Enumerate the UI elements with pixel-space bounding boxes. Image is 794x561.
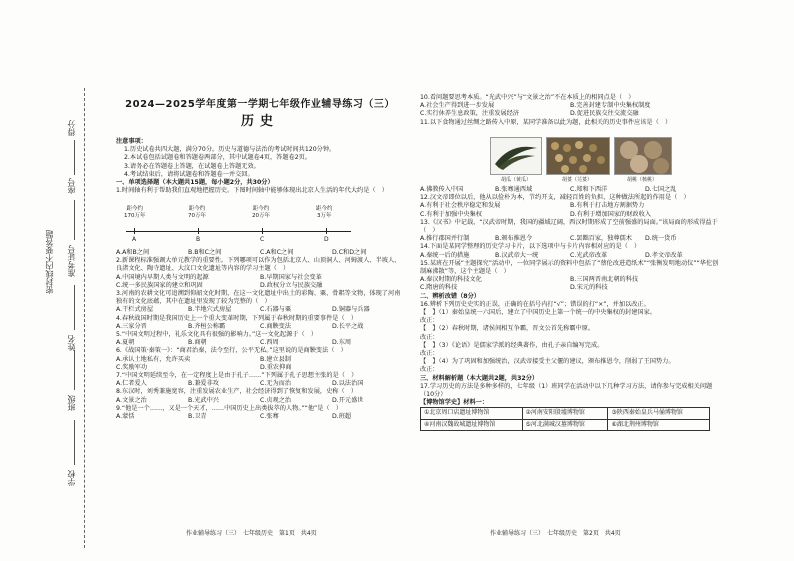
timeline-label: D — [324, 236, 329, 243]
section-heading: 一、单项选择题（本大题共15题，每小题2分，共30分） — [116, 179, 274, 187]
option[interactable]: D.统一货币 — [645, 235, 677, 243]
question-text: 12.汉文帝即位以后，他从以俭朴为本，节约开支，减轻百姓的负担，这种做法所起的作用是（ ） — [420, 194, 690, 202]
seal-dashed-line — [84, 88, 85, 548]
question-text: 15.某班在开展“主题探究”活动中，一位同学展示的资料中包括了“蔡伦改进造纸术”“张衡发明地动仪”“华佗创制麻沸散”等，这个主题是（ ） — [420, 259, 719, 276]
option[interactable]: A.干栏式房屋 — [116, 306, 154, 314]
seal-note: 密封线内不要答题 — [45, 230, 54, 294]
museum-cell: ⑤河北满城汉墓博物馆 — [522, 419, 608, 430]
seat-field-line — [74, 140, 75, 175]
notice-item: 3.请务必在答题卷上答题，在试题卷上答题无效。 — [124, 162, 260, 170]
fix-line[interactable]: 改正： — [420, 350, 439, 358]
option[interactable]: D.重农抑商 — [260, 363, 292, 371]
question-text: 2.新课程标准强调大单元教学的重要性。下列哪项可以作为包括北京人、山顶洞人、河姆渡人、半坡人、良渚文化、陶寺遗址、大汶口文化遗址等内容的学习主题（ ） — [116, 257, 401, 273]
question-text: 16.辨析下列历史史实的正误，正确的在括号内打“√”；错误的打“×”，并加以改正。 — [420, 300, 650, 308]
notice-item: 4.考试结束后，请将试题卷和答题卷一并交回。 — [124, 170, 254, 178]
option[interactable]: D.有利于增加国家的财政收入 — [570, 210, 651, 218]
option[interactable]: C.奖励军功 — [116, 363, 148, 371]
school-field-label: 学校 — [67, 470, 76, 486]
timeline-tick — [198, 228, 199, 234]
timeline-figure — [126, 206, 396, 246]
museum-cell: ③陕西秦始皇兵马俑博物馆 — [608, 408, 710, 419]
option[interactable]: B.颁布推恩令 — [495, 235, 533, 243]
food-images — [490, 137, 690, 183]
option[interactable]: A.承认土地私有，允许买卖 — [116, 355, 191, 363]
cucumber-image — [490, 137, 542, 175]
option[interactable]: A.仁者爱人 — [116, 380, 147, 388]
option-row — [420, 186, 720, 194]
judge-item: 【 】（4）为了巩固和加强统治，汉武帝接受主父偃的建议，颁布推恩令，削弱了王国势力。 — [420, 358, 675, 366]
fix-line[interactable]: 改正： — [420, 366, 439, 374]
option[interactable]: A.有利于社会秩序稳定和发展 — [420, 202, 501, 210]
museum-cell: ④河南汉魏故城遗址博物馆 — [421, 419, 523, 430]
timeline-label: C — [260, 236, 265, 243]
fix-line[interactable]: 改正： — [420, 317, 439, 325]
judge-item: 【 】（3）《论语》是儒家学派的经典著作，由孔子亲自编写完成。 — [420, 341, 604, 349]
score-field-label: 得分 — [67, 120, 76, 136]
question-text: 9.“他是一个……，又是一个天才，……中国历史上出类拔萃的人物。”“他”是（ ） — [116, 404, 342, 412]
notice-block — [116, 138, 404, 195]
subject-title: 历史 — [240, 114, 279, 129]
right-page — [420, 0, 720, 561]
option[interactable]: A.A和B之间 — [116, 249, 150, 256]
timeline-box: 距今约 170万年 — [124, 206, 146, 219]
option[interactable]: D.七国之乱 — [645, 186, 677, 193]
class-field-line — [74, 350, 75, 390]
option-row — [116, 356, 404, 372]
option-row — [116, 397, 404, 405]
exam-title: 2024—2025学年度第一学期七年级作业辅导练习（三） — [125, 99, 395, 110]
option[interactable]: B.卫青 — [188, 413, 207, 421]
option[interactable]: D.东周 — [332, 339, 352, 347]
question-text: 11.以下食物通过丝绸之路传入中原，某同学准备以此为题，此相关的历史事件应该是（ ） — [420, 118, 672, 126]
name-field-line — [74, 285, 75, 330]
name-field-label: 姓名 — [67, 335, 76, 351]
timeline-label: B — [196, 236, 201, 243]
coriander-seed-image — [546, 137, 610, 175]
question-text: 4.春秋战国时期是我国历史上一个重大变革时期，下列属于春秋时期的重要事件是（ ） — [116, 314, 358, 322]
option[interactable]: B.B和C之间 — [188, 249, 222, 256]
timeline-box: 距今约 20万年 — [252, 206, 270, 219]
notice-item: 2.本试卷包括试题卷和答题卷两部分，其中试题卷4页，答题卷2页。 — [124, 154, 312, 162]
question-text: 1.时间轴有利于帮助我们直观地把握历史。下图时间轴中能够体现出北京人生活的年代大约是（ ） — [116, 187, 388, 195]
option[interactable]: B.兼爱非攻 — [188, 380, 219, 388]
option-row — [420, 102, 720, 118]
timeline-axis — [126, 231, 351, 232]
option[interactable]: B.汉武帝大一统 — [495, 251, 539, 259]
timeline-box: 距今约 70万年 — [188, 206, 206, 219]
option-row — [116, 306, 404, 314]
option[interactable]: D.开元盛世 — [332, 396, 364, 404]
option[interactable]: A.中国境内早期人类与文明的起源 — [116, 273, 209, 281]
option[interactable]: C.A和C之间 — [260, 249, 294, 256]
option[interactable]: B.三国两晋南北朝的科技 — [570, 276, 639, 284]
question-text: 17.学习历史的方法是多种多样的，七年级（1）班同学在活动中以下几种学习方法，请你参与完成相关问题（10分） — [420, 382, 713, 399]
option[interactable]: A.蒙恬 — [116, 413, 135, 421]
option[interactable]: C.西周 — [260, 339, 279, 347]
walnut-image — [614, 137, 672, 175]
question-text: 6.《战国策·秦策一》：“商君治秦，法令至行，公平无私。”这里说的是商鞅变法（ ） — [116, 347, 347, 355]
option[interactable]: D.铜器与兵器 — [332, 306, 370, 314]
option[interactable]: B.完善封建专制中央集权制度 — [570, 102, 651, 110]
timeline-tick — [134, 228, 135, 234]
option[interactable]: D.政权分立与民族交融 — [260, 281, 323, 289]
image-caption: 胡瓜（黄瓜） — [500, 177, 531, 183]
material-tag: 【博物馆学史】材料一： — [420, 399, 489, 407]
option[interactable]: C.郑和下西洋 — [570, 186, 608, 193]
option-row — [116, 249, 404, 257]
option-row — [116, 323, 404, 331]
question-text: 3.河南的农耕文化可追溯到仰韶文化时期，在这一文化遗址中出土的彩陶、粟、骨耜等文物，体现了河南独有的文化底蕴，其中在遗址里发现了较为完整的（ ） — [116, 290, 401, 306]
question-text: 10.看问题要思考本质。“光武中兴”与“文景之治”不在本质上的相同点是（ ） — [420, 94, 635, 101]
option[interactable]: B.商朝 — [188, 339, 207, 347]
option[interactable]: C.贞观之治 — [260, 396, 292, 404]
left-page — [116, 0, 404, 561]
timeline-tick — [326, 228, 327, 234]
option[interactable]: D.孝文帝改革 — [645, 251, 683, 259]
option[interactable]: C.无为而治 — [260, 380, 292, 388]
section-heading: 三、材料解析题（本大题共2题，共32分） — [420, 374, 539, 382]
option[interactable]: A.社会生产得到进一步发展 — [420, 102, 495, 110]
page-footer: 作业辅导练习（三） 七年级历史 第2页 共4页 — [490, 530, 621, 537]
option-row — [420, 276, 720, 292]
question-text: 7.“中国文明延续至今，在一定程度上是由于孔子……”下列属于孔子思想主张的是（ ） — [116, 372, 358, 380]
school-field-line — [74, 420, 75, 465]
questions-block — [420, 94, 720, 127]
option[interactable]: D.宋元的科技 — [570, 284, 608, 292]
judge-item: 【 】（2）春秋时期，诸侯间相互争霸，晋文公首先称霸中原。 — [420, 325, 595, 333]
option[interactable]: D.以法治国 — [332, 380, 364, 388]
option[interactable]: D.长平之战 — [332, 322, 364, 330]
notice-heading: 注意事项： — [116, 138, 147, 145]
judge-item: 【 】（1）秦始皇统一六国后，建立了中国历史上第一个统一的中央集权的封建国家。 — [420, 309, 656, 317]
museum-table — [420, 407, 710, 430]
fix-line[interactable]: 改正： — [420, 333, 439, 341]
option[interactable]: D.班超 — [332, 413, 352, 421]
timeline-tick — [262, 228, 263, 234]
option[interactable]: C.商鞅变法 — [260, 322, 292, 330]
option[interactable]: B.半地穴式房屋 — [188, 306, 232, 314]
option[interactable]: C.光武帝改革 — [570, 251, 608, 259]
option-row — [116, 274, 404, 290]
option[interactable]: C.统一多民族国家的建立和巩固 — [116, 281, 203, 289]
option[interactable]: A.秦统一后的措施 — [420, 251, 470, 259]
option[interactable]: B.张骞通西域 — [495, 186, 533, 193]
option-row — [420, 202, 720, 218]
question-text: 13.《汉书》中记载，“汉武帝时期，我国的疆域辽阔，西汉时期形成了空前强盛的局面。”该局面的形成得益于（ ） — [420, 218, 718, 235]
option[interactable]: D.C和D之间 — [332, 249, 367, 256]
museum-cell: ②河南安阳殷墟博物馆 — [522, 408, 608, 419]
option[interactable]: C.有利于加强中央集权 — [420, 210, 482, 218]
image-caption: 胡荽（芫荽） — [561, 177, 592, 183]
option-row — [420, 252, 720, 260]
option[interactable]: A.夏朝 — [116, 339, 135, 347]
option[interactable]: D.促进民族交往交流交融 — [570, 110, 639, 118]
option[interactable]: B.齐桓公称霸 — [188, 322, 226, 330]
exam-number-field-label: 准考证号 — [67, 245, 76, 277]
timeline-label: A — [132, 236, 137, 243]
option[interactable]: C.罢黜百家，独尊儒术 — [570, 235, 632, 243]
option[interactable]: C.石器与粟 — [260, 306, 292, 314]
question-text: 14.下面是某同学整理的历史学习卡片，以下选项中与卡片内容相对应的是（ ） — [420, 243, 641, 251]
option[interactable]: B.光武中兴 — [188, 396, 219, 404]
section-heading: 二、辨析改错（8分） — [420, 292, 480, 300]
museum-cell: ①北京周口店遗址博物馆 — [421, 408, 523, 419]
option[interactable]: C.隋唐的科技 — [420, 284, 458, 292]
questions-block — [420, 186, 720, 431]
notice-item: 1.历史试卷共四大题，满分70分。历史与道德与法治的考试时间共120分钟。 — [124, 146, 336, 154]
option[interactable]: B.建立县制 — [260, 355, 291, 363]
class-field-label: 班级 — [67, 395, 76, 411]
option[interactable]: A.佛教传入中国 — [420, 186, 464, 193]
image-caption: 胡桃（核桃） — [626, 177, 657, 183]
question-text: 5.“中国文明过程中，礼乐文化具有很强的影响力。”这一文化起源于（ ） — [116, 331, 318, 339]
question-text: 8.东汉时，刘秀兼施宽容，注重发展农业生产，社会经济得到了恢复和发展，史称（ ） — [116, 388, 358, 396]
page-footer: 作业辅导练习（三） 七年级历史 第1页 共4页 — [186, 530, 317, 537]
museum-cell: ⑥湖北荆州博物馆 — [608, 419, 710, 430]
option[interactable]: A.秦汉时期的科技文化 — [420, 276, 482, 284]
option[interactable]: C.实行休养生息政策，注重发展经济 — [420, 110, 520, 118]
option[interactable]: A.文景之治 — [116, 396, 147, 404]
option[interactable]: A.三家分晋 — [116, 322, 147, 330]
option[interactable]: B.有利于打击地方割据势力 — [570, 202, 645, 210]
timeline-box: 距今约 3万年 — [316, 206, 333, 219]
option[interactable]: A.推行郡国并行制 — [420, 235, 470, 243]
option[interactable]: B.早期国家与社会变革 — [260, 273, 322, 281]
binding-margin — [0, 0, 88, 561]
questions-block — [116, 249, 404, 421]
option-row — [116, 413, 404, 421]
seat-field-label: 座号 — [67, 178, 76, 194]
option[interactable]: C.张骞 — [260, 413, 279, 421]
exam-number-field-line — [74, 200, 75, 240]
